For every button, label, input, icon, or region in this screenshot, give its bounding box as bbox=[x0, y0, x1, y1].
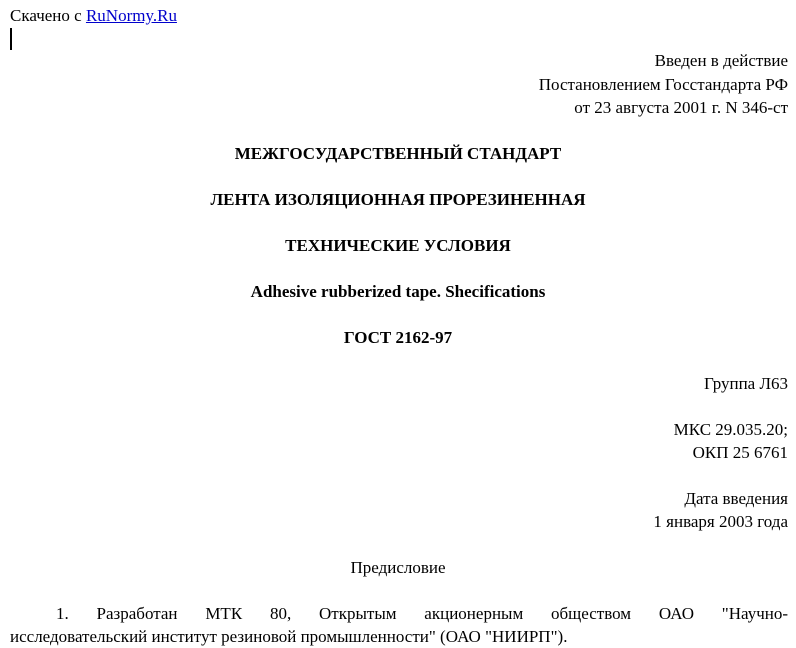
source-prefix: Скачено с bbox=[10, 6, 86, 25]
intro-line-1: Введен в действие bbox=[654, 51, 788, 70]
intro-line-3: от 23 августа 2001 г. N 346-ст bbox=[574, 98, 788, 117]
preface-heading: Предисловие bbox=[350, 558, 446, 577]
effective-date-value: 1 января 2003 года bbox=[653, 512, 788, 531]
text-cursor bbox=[10, 28, 12, 50]
document-code: ГОСТ 2162-97 bbox=[343, 328, 453, 347]
okp-code: ОКП 25 6761 bbox=[692, 443, 788, 462]
document-kind: МЕЖГОСУДАРСТВЕННЫЙ СТАНДАРТ bbox=[234, 144, 562, 163]
source-line bbox=[10, 6, 177, 26]
preface-paragraph-1-line-2: исследовательский институт резиновой промышленности" (ОАО "НИИРП"). bbox=[10, 627, 568, 646]
document-title: ЛЕНТА ИЗОЛЯЦИОННАЯ ПРОРЕЗИНЕННАЯ bbox=[210, 190, 586, 209]
intro-line-2: Постановлением Госстандарта РФ bbox=[538, 75, 788, 94]
document-subtitle: ТЕХНИЧЕСКИЕ УСЛОВИЯ bbox=[285, 236, 511, 255]
effective-date-label: Дата введения bbox=[684, 489, 788, 508]
preface-paragraph-1-line-1: 1. Разработан МТК 80, Открытым акционерным обществом ОАО "Научно- bbox=[56, 604, 788, 623]
mks-code: МКС 29.035.20; bbox=[673, 420, 788, 439]
group-code: Группа Л63 bbox=[703, 374, 788, 393]
preface-paragraph-1 bbox=[10, 602, 788, 648]
document-english-title: Adhesive rubberized tape. Shecifications bbox=[250, 282, 546, 301]
source-link[interactable]: RuNormy.Ru bbox=[85, 6, 177, 25]
